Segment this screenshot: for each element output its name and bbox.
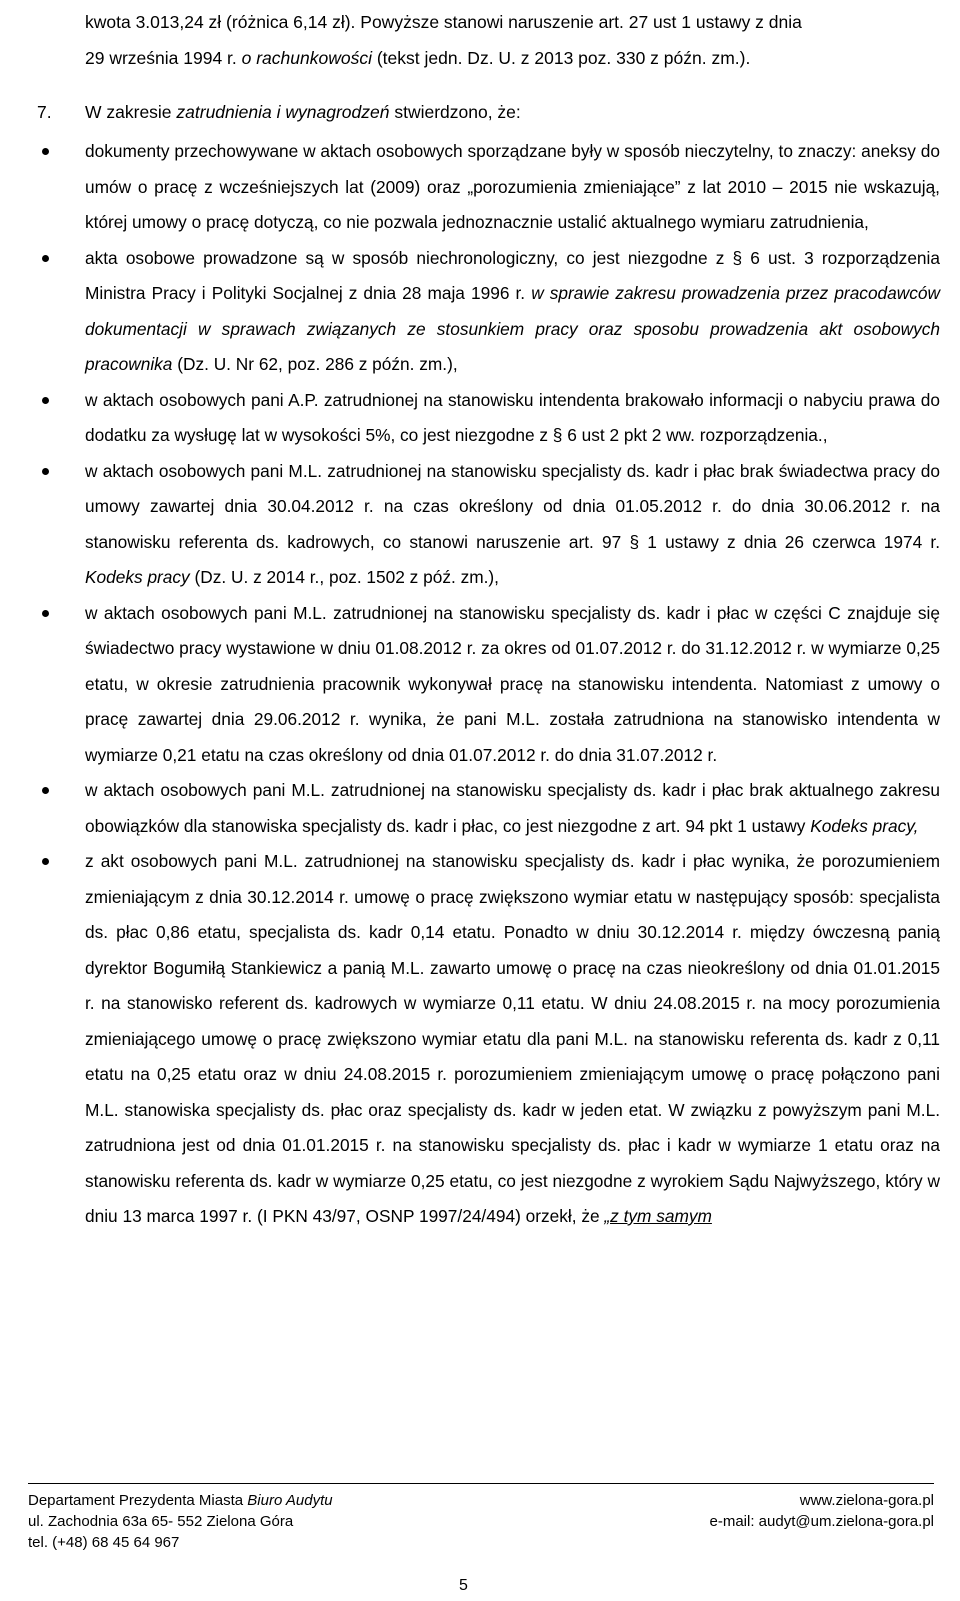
- bullet-icon: [42, 787, 49, 794]
- list-item: [0, 844, 940, 1235]
- intro-act-title: o rachunkowości: [241, 48, 372, 68]
- bullet-icon: [42, 397, 49, 404]
- finding-text: w aktach osobowych pani M.L. zatrudnionej na stanowisku specjalisty ds. kadr i płac w części C znajduje się świadectwo pracy wystawione w dniu 01.08.2012 r. za okres od 01.07.2012 r. do 31.12.2012 r. w wymiarze 0,25 etatu, w okresie zatrudnienia pracownik wykonywał pracę na stanowisku intendenta. Natomiast z umowy o pracę zawartej dnia 29.06.2012 r. wynika, że pani M.L. została zatrudniona na stanowisko intendenta w wymiarze 0,21 etatu na czas określony od dnia 01.07.2012 r. do dnia 31.07.2012 r.: [85, 602, 940, 765]
- findings-list: [0, 134, 940, 1235]
- footer-divider: [28, 1483, 934, 1484]
- regulation-title: w sprawie zakresu prowadzenia przez pracodawców dokumentacji w sprawach związanych ze stosunkiem pracy oraz sposobu prowadzenia akt osobowych pracownika: [85, 283, 940, 374]
- bullet-icon: [42, 255, 49, 262]
- intro-citation: (tekst jedn. Dz. U. z 2013 poz. 330 z późn. zm.).: [371, 48, 751, 68]
- intro-paragraph: [85, 4, 940, 76]
- intro-line-2: [85, 40, 940, 76]
- finding-citation: (Dz. U. Nr 62, poz. 286 z późn. zm.),: [172, 354, 458, 374]
- department-name: Departament Prezydenta Miasta: [28, 1492, 248, 1509]
- section-lead: W zakresie: [85, 102, 177, 122]
- list-item: [0, 241, 940, 383]
- section-number: 7.: [37, 102, 52, 122]
- finding-text: w aktach osobowych pani A.P. zatrudnionej na stanowisku intendenta brakowało informacji o nabyciu prawa do dodatku za wysługę lat w wysokości 5%, co jest niezgodne z § 6 ust 2 pkt 2 ww. rozporządzenia.,: [85, 389, 940, 445]
- bullet-icon: [42, 610, 49, 617]
- intro-date: 29 września 1994 r.: [85, 48, 242, 68]
- intro-line-1: kwota 3.013,24 zł (różnica 6,14 zł). Powyższe stanowi naruszenie art. 27 ust 1 ustawy z dnia: [85, 12, 802, 32]
- court-quote: „z tym samym: [604, 1206, 712, 1226]
- list-item: [0, 773, 940, 844]
- footer-website-link[interactable]: www.zielona-gora.pl: [799, 1492, 934, 1509]
- section-lead-end: stwierdzono, że:: [389, 102, 521, 122]
- footer-email-link[interactable]: e-mail: audyt@um.zielona-gora.pl: [709, 1513, 934, 1530]
- bullet-icon: [42, 858, 49, 865]
- finding-text: w aktach osobowych pani M.L. zatrudnionej na stanowisku specjalisty ds. kadr i płac brak aktualnego zakresu obowiązków dla stanowiska specjalisty ds. kadr i płac, co jest niezgodne z art. 94 pkt 1 ustawy: [85, 780, 940, 836]
- finding-text: w aktach osobowych pani M.L. zatrudnionej na stanowisku specjalisty ds. kadr i płac brak świadectwa pracy do umowy zawartej dnia 30.04.2012 r. na czas określony od dnia 01.05.2012 r. do dnia 30.06.2012 r. na stanowisku referenta ds. kadrowych, co stanowi naruszenie art. 97 § 1 ustawy z dnia 26 czerwca 1974 r.: [85, 460, 940, 552]
- page-number: 5: [459, 1577, 468, 1594]
- list-item: [0, 383, 940, 454]
- finding-text: dokumenty przechowywane w aktach osobowych sporządzane były w sposób nieczytelny, to znaczy: aneksy do umów o pracę z wcześniejszych lat (2009) oraz „porozumienia zmieniające” z lat 2010 – 2015 nie wskazują, której umowy o pracę dotyczą, co nie pozwala jednoznacznie ustalić aktualnego wymiaru zatrudnienia,: [85, 141, 940, 232]
- bullet-icon: [42, 468, 49, 475]
- section-topic: zatrudnienia i wynagrodzeń: [176, 102, 390, 122]
- office-name: Biuro Audytu: [247, 1492, 333, 1509]
- footer-phone: tel. (+48) 68 45 64 967: [28, 1534, 180, 1551]
- code-title: Kodeks pracy: [85, 567, 190, 587]
- finding-citation: (Dz. U. z 2014 r., poz. 1502 z póź. zm.),: [189, 567, 499, 587]
- list-item: [0, 134, 940, 241]
- finding-text: z akt osobowych pani M.L. zatrudnionej na stanowisku specjalisty ds. kadr i płac wynika, że porozumieniem zmieniającym z dnia 30.12.2014 r. umowę o pracę zwiększono wymiar etatu w następujący sposób: specjalista ds. płac 0,86 etatu, specjalista ds. kadr 0,14 etatu. Ponadto w dniu 30.12.2014 r. między ówczesną panią dyrektor Bogumiłą Stankiewicz a panią M.L. zawarto umowę o pracę na czas nieokreślony od dnia 01.01.2015 r. na stanowisko referent ds. kadrowych w wymiarze 0,11 etatu. W dniu 24.08.2015 r. na mocy porozumienia zmieniającego umowę o pracę zwiększono wymiar etatu dla pani M.L. na stanowisku referenta ds. kadr z 0,11 etatu na 0,25 etatu oraz w dniu 24.08.2015 r. porozumieniem zmieniającym umowę o pracę połączono pani M.L. stanowiska specjalisty ds. płac oraz specjalisty ds. kadr w jeden etat. W związku z powyższym pani M.L. zatrudniona jest od dnia 01.01.2015 r. na stanowisku specjalisty ds. płac i kadr w wymiarze 1 etatu oraz na stanowisku referenta ds. kadr w wymiarze 0,25 etatu, co jest niezgodne z wyrokiem Sądu Najwyższego, który w dniu 13 marca 1997 r. (I PKN 43/97, OSNP 1997/24/494) orzekł, że: [85, 851, 940, 1226]
- finding-text: akta osobowe prowadzone są w sposób niechronologiczny, co jest niezgodne z § 6 ust. 3 rozporządzenia Ministra Pracy i Polityki Socjalnej z dnia 28 maja 1996 r.: [85, 247, 940, 303]
- footer-department: [28, 1490, 333, 1511]
- code-title: Kodeks pracy,: [810, 815, 919, 836]
- footer-address: ul. Zachodnia 63a 65- 552 Zielona Góra: [28, 1513, 294, 1530]
- list-item: [0, 454, 940, 596]
- list-item: [0, 596, 940, 774]
- section-heading: [37, 95, 940, 130]
- bullet-icon: [42, 148, 49, 155]
